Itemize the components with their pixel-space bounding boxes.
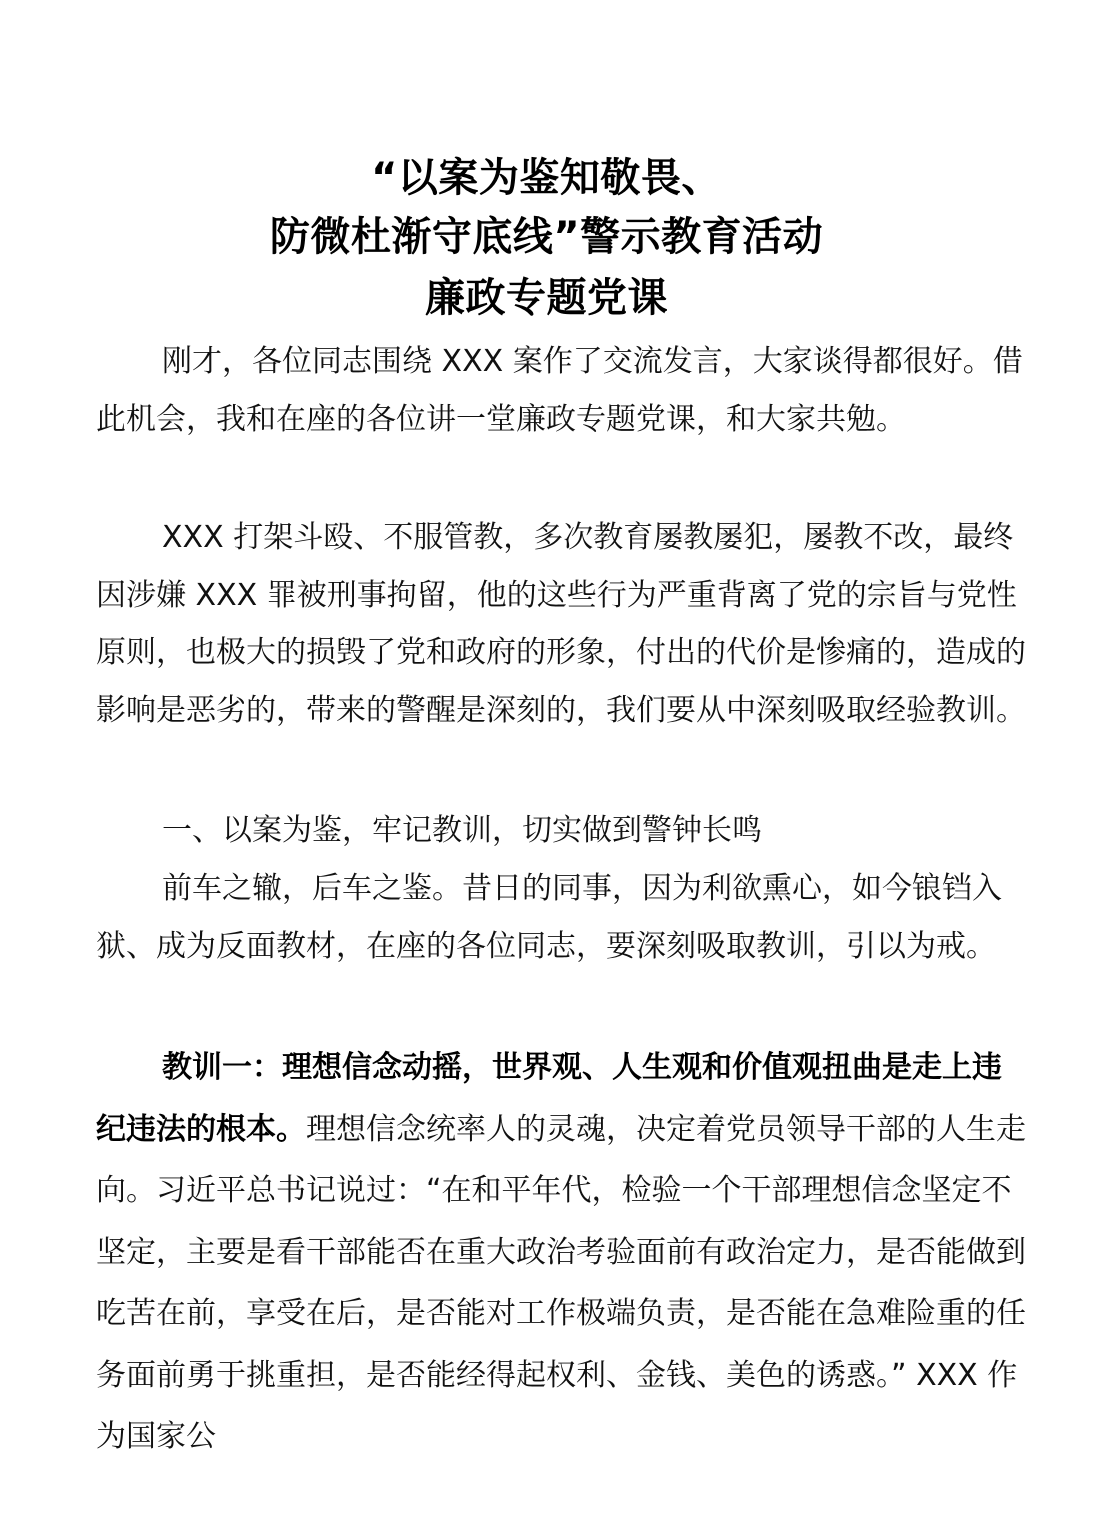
lesson-1-paragraph	[96, 1037, 1026, 1468]
document-title-line-2: 防微杜渐守底线”警示教育活动	[269, 214, 824, 260]
intro-paragraph: 刚才，各位同志围绕 XXX 案作了交流发言，大家谈得都很好。借此机会，我和在座的各位讲一堂廉政专题党课，和大家共勉。	[96, 344, 1023, 437]
section-1-heading: 一、以案为鉴，牢记教训，切实做到警钟长鸣	[162, 813, 762, 848]
section-1-paragraph: 前车之辙，后车之鉴。昔日的同事，因为利欲熏心，如今锒铛入狱、成为反面教材，在座的各位同志，要深刻吸取教训，引以为戒。	[96, 871, 1002, 964]
lesson-1-text: 理想信念统率人的灵魂，决定着党员领导干部的人生走向。习近平总书记说过：“在和平年代，检验一个干部理想信念坚定不坚定，主要是看干部能否在重大政治考验面前有政治定力，是否能做到吃苦在前，享受在后，是否能对工作极端负责，是否能在急难险重的任务面前勇于挑重担，是否能经得起权利、金钱、美色的诱惑。” XXX 作为国家公	[96, 1111, 1026, 1454]
case-paragraph: XXX 打架斗殴、不服管教，多次教育屡教屡犯，屡教不改，最终因涉嫌 XXX 罪被刑事拘留，他的这些行为严重背离了党的宗旨与党性原则，也极大的损毁了党和政府的形象，付出的代价是惨痛的，造成的影响是恶劣的，带来的警醒是深刻的，我们要从中深刻吸取经验教训。	[96, 520, 1026, 728]
lesson-1-heading: 教训一：理想信念动摇，世界观、人生观和价值观扭曲是走上违纪违法的根本。	[96, 1050, 1002, 1147]
document-title-line-1: “以案为鉴知敬畏、	[371, 155, 722, 201]
document-title-line-3: 廉政专题党课	[425, 275, 668, 321]
